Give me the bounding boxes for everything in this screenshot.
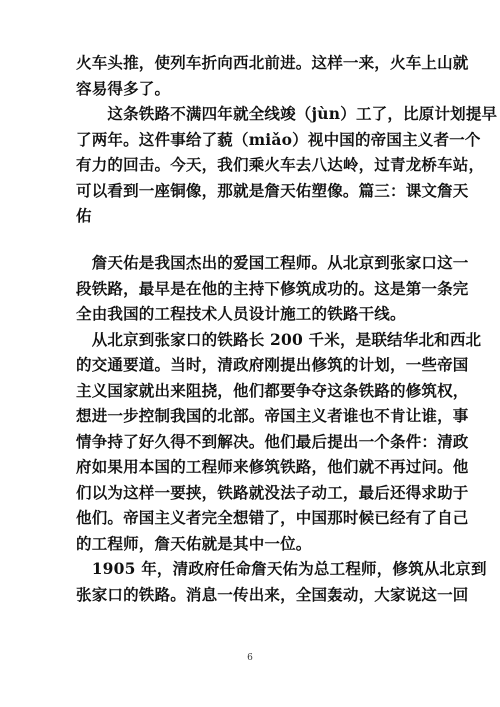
text-line: 的工程师，詹天佑就是其中一位。	[76, 533, 312, 553]
text-block-lower	[76, 250, 487, 607]
text-line: 这条铁路不满四年就全线竣（jùn）工了，比原计划提早	[76, 104, 498, 123]
text-line: 情争持了好久得不到解决。他们最后提出一个条件：清政	[76, 431, 469, 451]
page-number: 6	[247, 653, 253, 663]
text-line: 的交通要道。当时，清政府刚提出修筑的计划，一些帝国	[76, 355, 469, 374]
text-line: 想进一步控制我国的北部。帝国主义者谁也不肯让谁，事	[76, 406, 469, 425]
text-line: 从北京到张家口的铁路长 200 千米，是联结华北和西北	[76, 329, 482, 349]
text-line: 可以看到一座铜像，那就是詹天佑塑像。篇三：课文詹天	[76, 180, 469, 200]
text-line: 詹天佑是我国杰出的爱国工程师。从北京到张家口这一	[76, 253, 469, 272]
text-line: 火车头推，使列车折向西北前进。这样一来，火车上山就	[76, 53, 469, 72]
text-line: 1905 年，清政府任命詹天佑为总工程师，修筑从北京到	[76, 559, 487, 578]
text-line: 们以为这样一要挟，铁路就没法子动工，最后还得求助于	[76, 482, 469, 502]
text-line: 段铁路，最早是在他的主持下修筑成功的。这是第一条完	[76, 278, 469, 298]
text-line: 全由我国的工程技术人员设计施工的铁路干线。	[76, 304, 406, 323]
text-line: 他们。帝国主义者完全想错了，中国那时候已经有了自己	[76, 508, 469, 527]
text-line: 主义国家就出来阻挠，他们都要争夺这条铁路的修筑权，	[76, 380, 469, 400]
text-line: 容易得多了。	[76, 78, 171, 98]
text-line: 佑	[76, 206, 92, 225]
text-line: 有力的回击。今天，我们乘火车去八达岭，过青龙桥车站，	[76, 155, 485, 174]
text-line: 张家口的铁路。消息一传出来，全国轰动，大家说这一回	[76, 584, 469, 604]
text-block-upper	[76, 50, 498, 229]
text-line: 了两年。这件事给了藐（miǎo）视中国的帝国主义者一个	[76, 129, 481, 149]
text-line: 府如果用本国的工程师来修筑铁路，他们就不再过问。他	[76, 457, 469, 476]
